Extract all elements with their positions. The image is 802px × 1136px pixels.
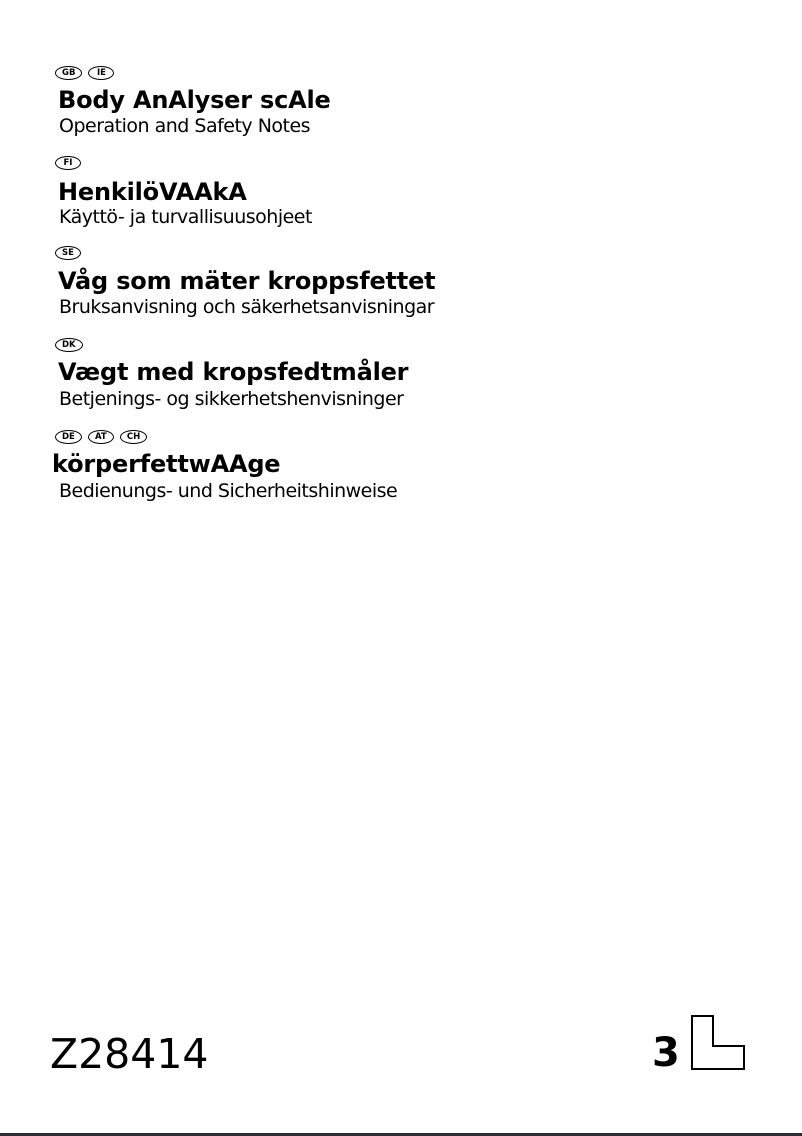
product-title-se: Våg som mäter kroppsfettet	[58, 267, 436, 295]
product-subtitle-se: Bruksanvisning och säkerhetsanvisningar	[59, 296, 435, 318]
country-badge-de: DE	[55, 430, 82, 444]
country-badges	[55, 246, 81, 260]
product-subtitle-de: Bedienungs- und Sicherheitshinweise	[59, 480, 398, 502]
product-subtitle-fi: Käyttö- ja turvallisuusohjeet	[59, 206, 312, 228]
country-badge-ie: IE	[88, 66, 114, 80]
country-badge-gb: GB	[55, 66, 82, 80]
page-number: 3	[652, 1030, 680, 1076]
country-badge-ch: CH	[120, 430, 147, 444]
country-badges	[55, 338, 83, 352]
country-badges	[55, 430, 147, 444]
product-title-en: Body AnAlyser scAle	[58, 86, 331, 114]
model-number: Z28414	[50, 1030, 209, 1078]
product-title-dk: Vægt med kropsfedtmåler	[58, 358, 409, 386]
country-badge-at: AT	[88, 430, 114, 444]
country-badge-se: SE	[55, 246, 81, 260]
country-badge-dk: DK	[55, 338, 83, 352]
product-subtitle-dk: Betjenings- og sikkerhetshenvisninger	[59, 388, 404, 410]
product-title-fi: HenkilöVAAkA	[58, 178, 247, 206]
product-subtitle-en: Operation and Safety Notes	[59, 115, 311, 137]
country-badges	[55, 66, 114, 80]
country-badge-fi: FI	[55, 156, 81, 170]
country-badges	[55, 156, 81, 170]
l-shape-fold-icon	[690, 1014, 748, 1072]
product-title-de: körperfettwAAge	[52, 450, 281, 478]
